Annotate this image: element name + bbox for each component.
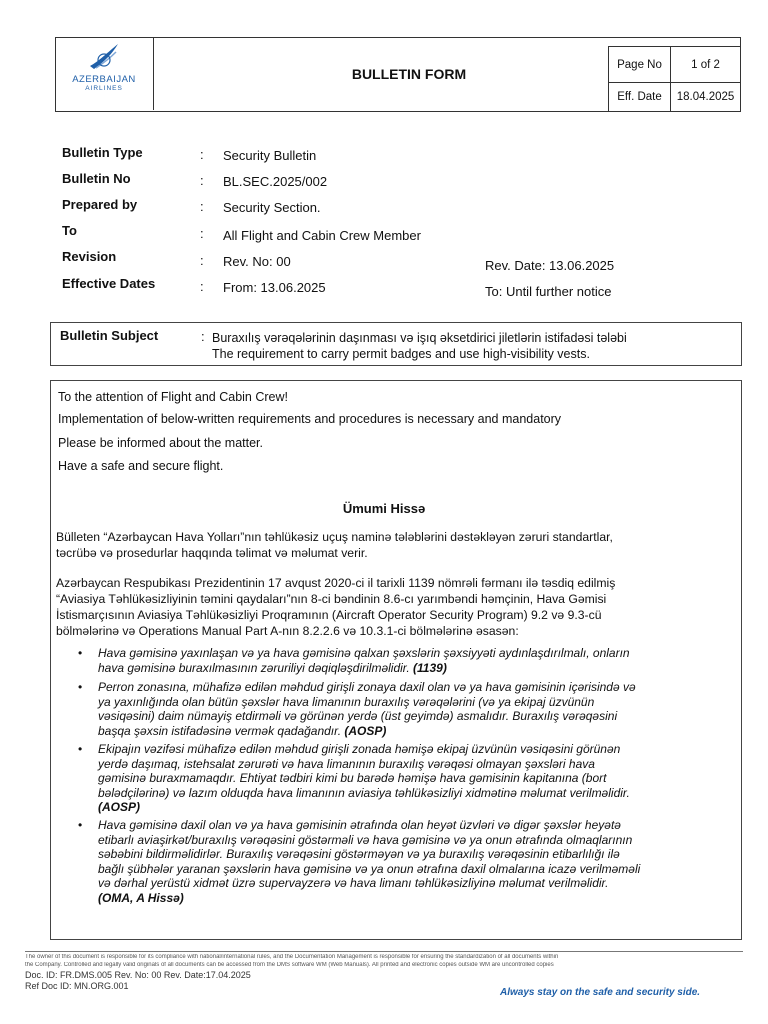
bullet-dot: • xyxy=(78,680,83,694)
bullet-dot: • xyxy=(78,646,83,660)
bullet-item xyxy=(98,680,728,738)
colon: : xyxy=(200,253,204,268)
bullet-line xyxy=(98,800,728,815)
colon: : xyxy=(200,199,204,214)
bullet-item xyxy=(98,646,728,675)
bulletin-no-label: Bulletin No xyxy=(62,171,131,186)
page-no-value: 1 of 2 xyxy=(670,46,741,82)
bullet-line xyxy=(98,891,728,906)
paragraph-line: İstismarçısının Aviasiya Təhlükəsizliyi Proqramının (Aircraft Operator Security Program) 9.2 və 9.3-cü xyxy=(56,608,602,622)
subject-box xyxy=(50,322,742,366)
intro-line: To the attention of Flight and Cabin Crew! xyxy=(58,390,288,404)
bullet-line: və dərhal yerüstü xidmət üzrə supervayzerə və hava limanı təhlükəsizliyinə məlumat verilməlidir. xyxy=(98,876,609,890)
bulletin-no-value: BL.SEC.2025/002 xyxy=(223,174,328,189)
subject-line-en: The requirement to carry permit badges and use high-visibility vests. xyxy=(212,347,590,361)
brand-name: AZERBAIJAN xyxy=(72,74,136,85)
page-no-label: Page No xyxy=(608,46,670,82)
to-value: All Flight and Cabin Crew Member xyxy=(223,228,421,243)
bullet-item xyxy=(98,742,728,815)
colon: : xyxy=(201,329,205,344)
bullet-line: bələdçilərinə) və lazım olduqda hava limanının aviasiya təhlükəsizliyi xidmətinə məlumat verilməlidir. xyxy=(98,785,630,800)
doc-id: Doc. ID: FR.DMS.005 Rev. No: 00 Rev. Date:17.04.2025 xyxy=(25,970,251,980)
bullet-ref: (1139) xyxy=(413,660,447,675)
rev-date: Rev. Date: 13.06.2025 xyxy=(485,258,615,273)
brand-subline: AIRLINES xyxy=(85,85,123,92)
bullet-line: bağlı şübhələr yaranan şəxslərin hava gəmisinə və ya onun ətrafına daxil olmalarına icazə verilməməli xyxy=(98,861,641,876)
logo-cell xyxy=(56,38,154,110)
section-title: Ümumi Hissə xyxy=(342,501,426,516)
bullet-line: Perron zonasına, mühafizə edilən məhdud girişli zonaya daxil olan və ya hava gəmisinin içərisində və xyxy=(98,680,636,694)
bullet-line: yerdə daşımaq, istehsalat zərurəti və hava limanının buraxılış vərəqəsi olmayan şəxsləri hava xyxy=(98,756,595,771)
bullet-text: başqa şəxsin istifadəsinə vermək qadağandır. xyxy=(98,723,342,738)
intro-line: Please be informed about the matter. xyxy=(58,436,263,450)
airline-logo-icon xyxy=(86,42,122,72)
subject-line-az: Buraxılış vərəqələrinin daşınması və işıq əksetdirici jiletlərin istifadəsi tələbi xyxy=(212,331,627,345)
page-meta-table xyxy=(608,46,741,112)
footer-fine-print: The owner of this document is responsible for its compliance with national/international rules, and the Documentation Management is responsible for ensuring the standardization of all documents within xyxy=(25,954,559,960)
bulletin-type-value: Security Bulletin xyxy=(223,148,317,163)
paragraph-line: Azərbaycan Respubikası Prezidentinin 17 avqust 2020-ci il tarixli 1139 nömrəli fərmanı ilə təsdiq edilmiş xyxy=(56,576,616,590)
bullet-line: Ekipajın vəzifəsi mühafizə edilən məhdud girişli zonada həmişə ekipaj üzvünün vəsiqəsini görünən xyxy=(98,742,621,756)
revision-value: Rev. No: 00 xyxy=(223,254,291,269)
intro-line: Have a safe and secure flight. xyxy=(58,459,224,473)
bullet-line: səbəbini bildirməlidirlər. Buraxılış vərəqəsini göstərməyən və ya buraxılış vərəqəsinin etibarlılığı ilə xyxy=(98,847,620,861)
bullet-line: vəsiqəsini) daim nümayiş etdirməli və görünən yerdə (üst geyimdə) asmalıdır. Buraxılış vərəqəsini xyxy=(98,709,618,723)
to-label: To xyxy=(62,223,77,238)
paragraph-line: təcrübə və prosedurlar haqqında təlimat və məlumat verir. xyxy=(56,546,368,560)
bullet-ref: (OMA, A Hissə) xyxy=(98,890,184,905)
bulletin-type-label: Bulletin Type xyxy=(62,145,143,160)
intro-line: Implementation of below-written requirements and procedures is necessary and mandatory xyxy=(58,412,562,426)
footer-divider xyxy=(25,951,743,952)
prepared-by-label: Prepared by xyxy=(62,197,138,212)
bullet-line: etibarlı aviaşirkət/buraxılış vərəqəsini göstərməli və hava gəmisinə və ya onun ətrafında olmaqlarının xyxy=(98,832,633,847)
form-title: BULLETIN FORM xyxy=(351,66,467,82)
bullet-line: ya yaxınlığında olan bütün şəxslər hava limanının buraxılış vərəqələrini (və ya ekipaj üzvünün xyxy=(98,694,595,709)
bullet-item xyxy=(98,818,728,905)
paragraph-line: bölmələrinə və Operations Manual Part A-nın 8.2.2.6 və 10.3.1-ci bölmələrinə əsasən: xyxy=(56,624,519,638)
footer-slogan: Always stay on the safe and security side. xyxy=(500,987,701,998)
paragraph-line: “Aviasiya Təhlükəsizliyinin təmini qaydaları”nın 8-ci bəndinin 8.6-cı yarımbəndi həmçinin, Hava Gəmisi xyxy=(56,592,607,606)
bullet-line: Hava gəmisinə daxil olan və ya hava gəmisinin ətrafında olan heyət üzvləri və digər şəxslər heyətə xyxy=(98,818,621,832)
effective-to-value: To: Until further notice xyxy=(485,284,612,299)
bullet-text: hava gəmisinə buraxılmasının zəruriliyi dəqiqləşdirilməlidir. xyxy=(98,660,410,675)
footer-fine-print: the Company. Controlled and legally valid originals of all documents can be accessed from the DMS software WM (Web Manuals). All printed and electronic copies outside WM are uncontrolled copies xyxy=(25,962,554,968)
bullet-dot: • xyxy=(78,742,83,756)
colon: : xyxy=(200,279,204,294)
colon: : xyxy=(200,226,204,241)
paragraph-line: Bülleten “Azərbaycan Hava Yolları”nın təhlükəsiz uçuş naminə tələblərini dəstəkləyən zəruri standartlar, xyxy=(56,530,613,544)
ref-doc-id: Ref Doc ID: MN.ORG.001 xyxy=(25,981,129,991)
effective-dates-label: Effective Dates xyxy=(62,276,156,291)
subject-label: Bulletin Subject xyxy=(60,328,159,343)
colon: : xyxy=(200,173,204,188)
revision-label: Revision xyxy=(62,249,117,264)
colon: : xyxy=(200,147,204,162)
bullet-line: gəmisinə buraxmamaqdır. Ehtiyat tədbiri kimi bu barədə həmişə hava gəmisinin kapitanına (bort xyxy=(98,771,607,785)
bullet-line xyxy=(98,661,728,676)
bullet-ref: (AOSP) xyxy=(98,800,140,814)
eff-date-label: Eff. Date xyxy=(608,82,670,112)
bullet-line xyxy=(98,724,728,739)
eff-date-value: 18.04.2025 xyxy=(670,82,741,112)
bullet-ref: (AOSP) xyxy=(344,723,387,738)
prepared-by-value: Security Section. xyxy=(223,200,321,215)
bullet-dot: • xyxy=(78,818,83,832)
bullet-line: Hava gəmisinə yaxınlaşan və ya hava gəmisinə qalxan şəxslərin şəxsiyyəti aydınlaşdırılmalı, onların xyxy=(98,646,630,660)
effective-from-value: From: 13.06.2025 xyxy=(223,280,326,295)
